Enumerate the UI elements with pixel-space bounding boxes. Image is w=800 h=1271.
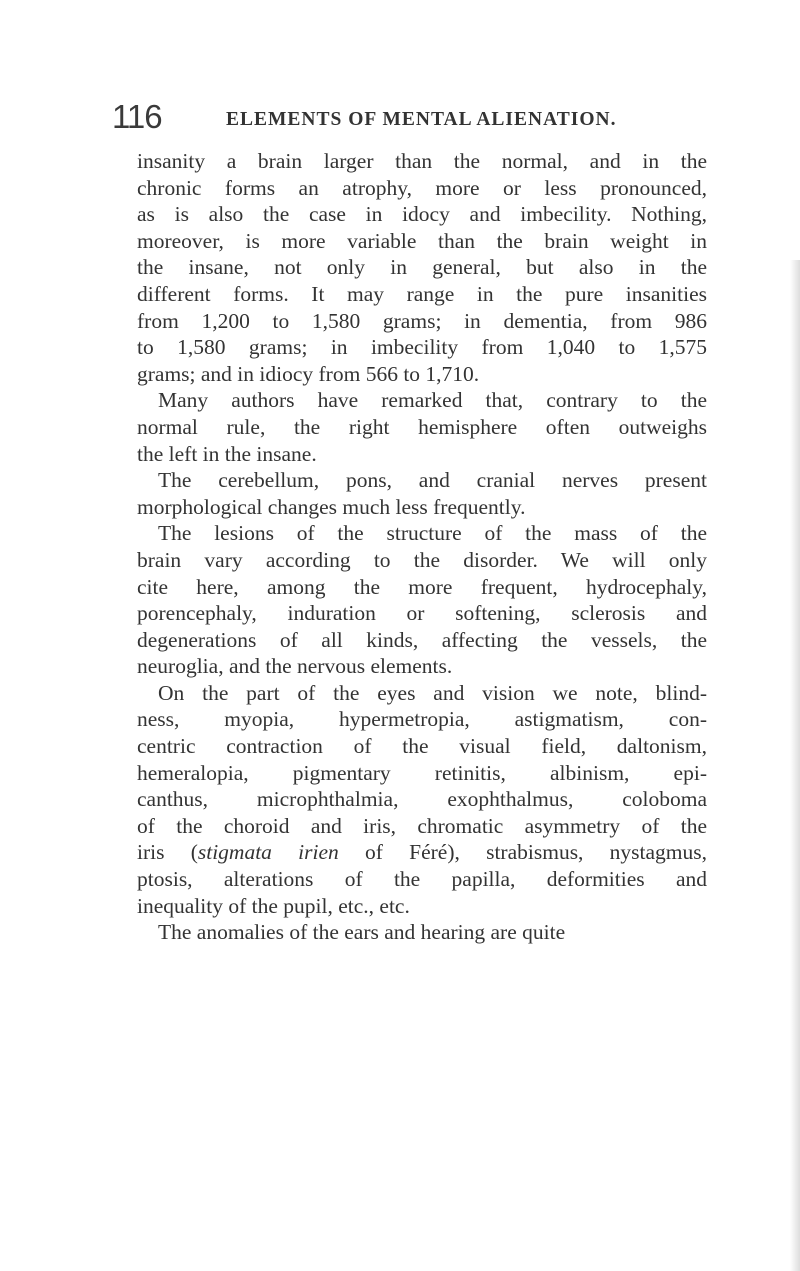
text-line: ness, myopia, hypermetropia, astigmatism, con- bbox=[137, 707, 707, 732]
page-number: 116 bbox=[112, 98, 162, 135]
text-line: brain vary according to the disorder. We will only bbox=[137, 547, 707, 572]
text-line: cite here, among the more frequent, hydrocephaly, bbox=[137, 574, 707, 599]
text-line: neuroglia, and the nervous elements. bbox=[137, 654, 453, 679]
text-line: ptosis, alterations of the papilla, deformities and bbox=[137, 867, 707, 892]
text-line: canthus, microphthalmia, exophthalmus, coloboma bbox=[137, 787, 707, 812]
body-text bbox=[137, 148, 707, 946]
text-line: hemeralopia, pigmentary retinitis, albinism, epi- bbox=[137, 760, 707, 785]
italic-phrase: stigmata irien bbox=[197, 840, 339, 865]
text-line: The anomalies of the ears and hearing are quite bbox=[158, 920, 566, 945]
text-line: The lesions of the structure of the mass of the bbox=[158, 521, 707, 546]
running-head: ELEMENTS OF MENTAL ALIENATION. bbox=[226, 109, 617, 130]
text-line: normal rule, the right hemisphere often outweighs bbox=[137, 414, 707, 439]
text-line: moreover, is more variable than the brain weight in bbox=[137, 228, 707, 253]
page-edge-shadow bbox=[790, 260, 800, 1271]
text-line: iris (stigmata irien of Féré), strabismus, nystagmus, bbox=[137, 840, 708, 865]
text-line: centric contraction of the visual field, daltonism, bbox=[137, 734, 707, 759]
text-line: On the part of the eyes and vision we note, blind- bbox=[158, 680, 707, 705]
text-line: morphological changes much less frequently. bbox=[137, 494, 526, 519]
page-header bbox=[112, 98, 692, 138]
text-line: different forms. It may range in the pure insanities bbox=[137, 281, 707, 306]
text-line: as is also the case in idocy and imbecility. Nothing, bbox=[137, 202, 707, 227]
text-line: to 1,580 grams; in imbecility from 1,040 to 1,575 bbox=[137, 335, 707, 360]
text-line: inequality of the pupil, etc., etc. bbox=[137, 893, 410, 918]
text-line: the insane, not only in general, but also in the bbox=[137, 255, 707, 280]
text-line: insanity a brain larger than the normal, and in the bbox=[137, 149, 707, 173]
text-line: chronic forms an atrophy, more or less pronounced, bbox=[137, 175, 707, 200]
text-line: from 1,200 to 1,580 grams; in dementia, from 986 bbox=[137, 308, 707, 333]
text-line: grams; and in idiocy from 566 to 1,710. bbox=[137, 361, 480, 386]
text-line: of the choroid and iris, chromatic asymmetry of the bbox=[137, 813, 707, 838]
text-line: Many authors have remarked that, contrary to the bbox=[158, 388, 707, 413]
text-line: degenerations of all kinds, affecting the vessels, the bbox=[137, 627, 707, 652]
text-line: the left in the insane. bbox=[137, 441, 317, 466]
text-line: porencephaly, induration or softening, sclerosis and bbox=[137, 601, 707, 626]
text-line: The cerebellum, pons, and cranial nerves present bbox=[158, 468, 707, 493]
